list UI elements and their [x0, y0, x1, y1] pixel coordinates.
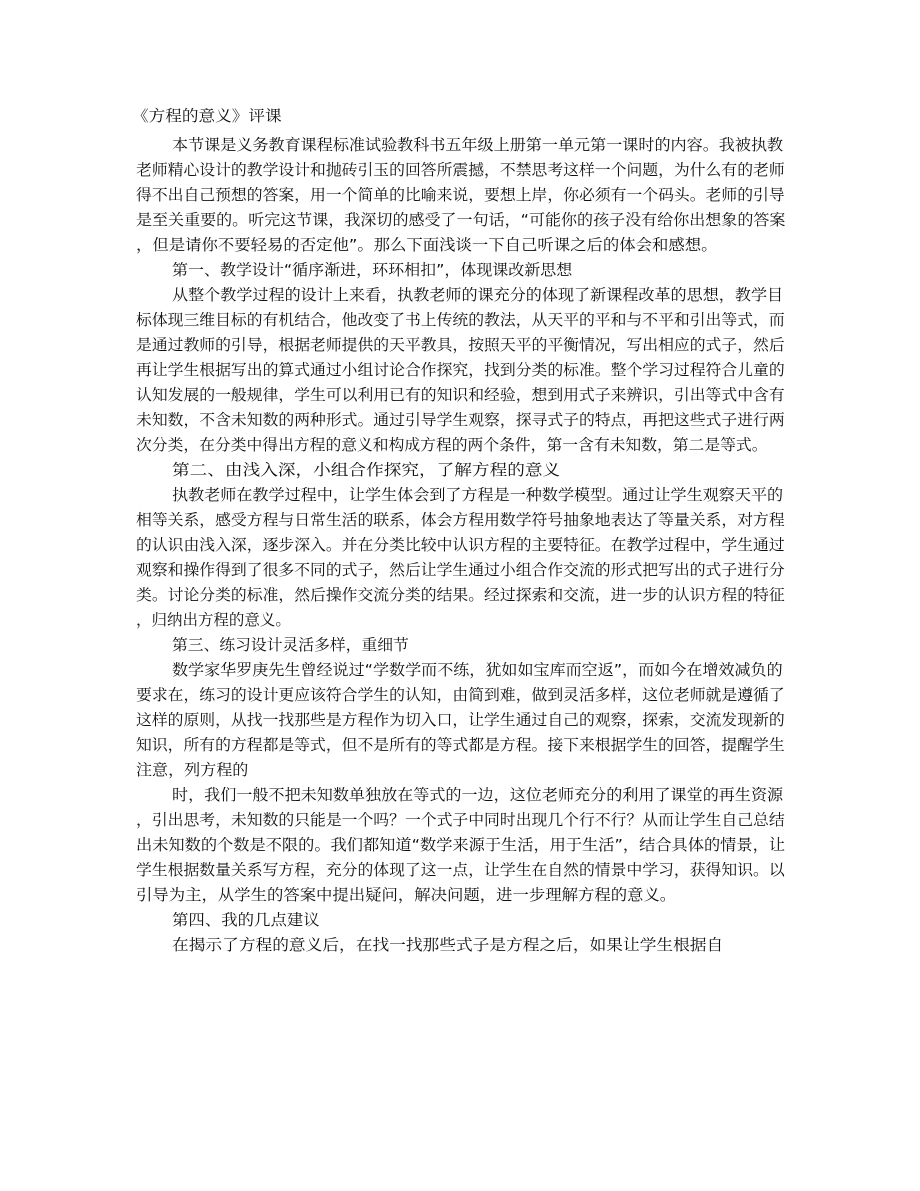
paragraph-line: 注意，列方程的	[136, 761, 249, 779]
paragraph-line: 观察和操作得到了很多不同的式子，然后让学生通过小组合作交流的形式把写出的式子进行分	[136, 561, 785, 579]
paragraph-line: ，归纳出方程的意义。	[136, 611, 291, 629]
section-heading: 第二、由浅入深，小组合作探究，了解方程的意义	[172, 461, 561, 479]
paragraph-line: 知识，所有的方程都是等式，但不是所有的等式都是方程。接下来根据学生的回答，提醒学生	[136, 736, 785, 754]
paragraph-line: 老师精心设计的教学设计和抛砖引玉的回答所震撼，不禁思考这样一个问题，为什么有的老师	[136, 161, 785, 179]
paragraph-line: ，引出思考，未知数的只能是一个吗？一个式子中同时出现几个行不行？从而让学生自己总结	[136, 811, 785, 829]
paragraph-line: 这样的原则，从找一找那些是方程作为切入口，让学生通过自己的观察，探索，交流发现新的	[136, 711, 785, 729]
paragraph-line: 认知发展的一般规律，学生可以利用已有的知识和经验，想到用式子来辨识，引出等式中含有	[136, 386, 785, 404]
paragraph-line: 时，我们一般不把未知数单独放在等式的一边，这位老师充分的利用了课堂的再生资源	[172, 786, 784, 804]
paragraph-line: 学生根据数量关系写方程，充分的体现了这一点，让学生在自然的情景中学习，获得知识。以	[136, 861, 785, 879]
paragraph-line: 是通过教师的引导，根据老师提供的天平教具，按照天平的平衡情况，写出相应的式子，然后	[136, 336, 785, 354]
paragraph-line: 次分类，在分类中得出方程的意义和构成方程的两个条件，第一含有未知数，第二是等式。	[136, 436, 768, 454]
paragraph-line: 本节课是义务教育课程标准试验教科书五年级上册第一单元第一课时的内容。我被执教	[172, 136, 784, 154]
document-title: 《方程的意义》评课	[132, 107, 282, 125]
section-heading: 第三、练习设计灵活多样，重细节	[172, 636, 409, 654]
paragraph-line: 得不出自己预想的答案，用一个简单的比喻来说，要想上岸，你必须有一个码头。老师的引导	[136, 186, 785, 204]
section-heading: 第一、教学设计“循序渐进，环环相扣”，体现课改新思想	[172, 261, 573, 279]
paragraph-line: 要求在，练习的设计更应该符合学生的认知，由简到难，做到灵活多样，这位老师就是遵循了	[136, 686, 785, 704]
section-heading: 第四、我的几点建议	[172, 911, 320, 929]
paragraph-line: 未知数，不含未知数的两种形式。通过引导学生观察，探寻式子的特点，再把这些式子进行两	[136, 411, 785, 429]
paragraph-line: 类。讨论分类的标准，然后操作交流分类的结果。经过探索和交流，进一步的认识方程的特征	[136, 586, 785, 604]
paragraph-line: 从整个教学过程的设计上来看，执教老师的课充分的体现了新课程改革的思想，教学目	[172, 286, 784, 304]
paragraph-line: 执教老师在教学过程中，让学生体会到了方程是一种数学模型。通过让学生观察天平的	[172, 486, 784, 504]
paragraph-line: 是至关重要的。听完这节课，我深切的感受了一句话，“可能你的孩子没有给你出想象的答案	[136, 211, 786, 229]
paragraph-line: 再让学生根据写出的算式通过小组讨论合作探究，找到分类的标准。整个学习过程符合儿童的	[136, 361, 785, 379]
paragraph-line: 标体现三维目标的有机结合，他改变了书上传统的教法，从天平的平和与不平和引出等式，而	[136, 311, 785, 329]
paragraph-line: 引导为主，从学生的答案中提出疑问，解决问题，进一步理解方程的意义。	[136, 886, 677, 904]
paragraph-line: 在揭示了方程的意义后，在找一找那些式子是方程之后，如果让学生根据自	[172, 936, 724, 954]
paragraph-line: 出未知数的个数是不限的。我们都知道“数学来源于生活，用于生活”，结合具体的情景，让	[136, 836, 786, 854]
paragraph-line: 相等关系，感受方程与日常生活的联系，体会方程用数学符号抽象地表达了等量关系，对方程	[136, 511, 785, 529]
paragraph-line: 数学家华罗庚先生曾经说过“学数学而不练，犹如如宝库而空返”，而如今在增效减负的	[172, 661, 783, 679]
paragraph-line: ，但是请你不要轻易的否定他”。那么下面浅谈一下自己听课之后的体会和感想。	[136, 236, 718, 254]
paragraph-line: 的认识由浅入深，逐步深入。并在分类比较中认识方程的主要特征。在教学过程中，学生通过	[136, 536, 785, 554]
